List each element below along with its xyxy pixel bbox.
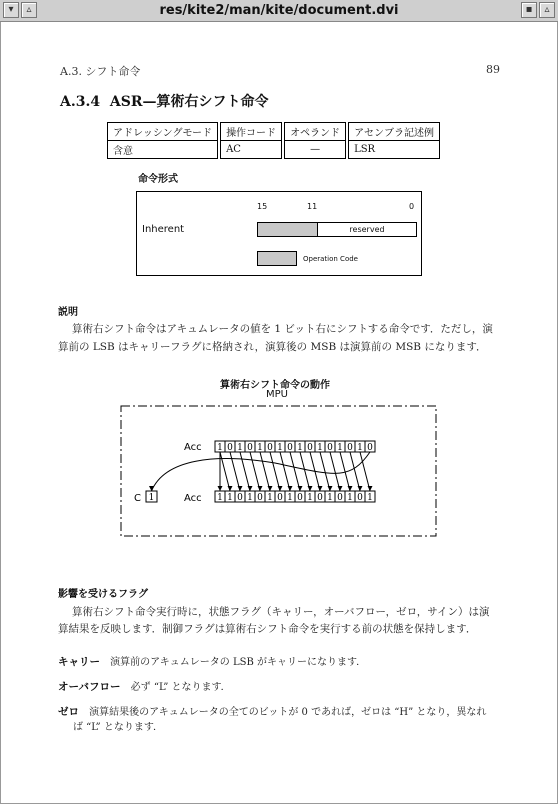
acc-after-bit-value: 0 [317, 493, 323, 503]
shift-arrows [149, 452, 373, 491]
acc-after-bit-value: 1 [307, 493, 313, 503]
flag-item-zero [58, 700, 486, 719]
flag-item-carry [58, 650, 366, 669]
acc-after-register [215, 491, 375, 503]
shift-arrow [250, 452, 260, 491]
lsb-to-carry-arrow [152, 452, 371, 491]
arrowhead [248, 486, 253, 491]
bit-label-15: 15 [257, 202, 268, 211]
acc-label-after: Acc [184, 493, 202, 504]
acc-before-bit-value: 0 [267, 443, 273, 453]
arrowhead [228, 486, 233, 491]
arrowhead [358, 486, 363, 491]
flags-line-2: 算結果を反映します．制御フラグは算術右シフト命令を実行する前の状態を保持します． [58, 623, 477, 635]
table-header-cell: オペランド [284, 122, 346, 140]
section-title: ASR—算術右シフト命令 [109, 94, 269, 110]
arrowhead [348, 486, 353, 491]
explanation-heading: 説明 [58, 307, 78, 318]
maximize-button[interactable]: ▵ [539, 2, 555, 18]
carry-label: C [134, 493, 141, 504]
acc-after-bit-value: 1 [227, 493, 233, 503]
arrowhead [218, 486, 223, 491]
window-title: res/kite2/man/kite/document.dvi [159, 3, 399, 18]
acc-after-bit-value: 0 [257, 493, 263, 503]
reserved-field: reserved [317, 222, 417, 237]
acc-before-bit-value: 0 [247, 443, 253, 453]
window-shade-button[interactable]: ▵ [21, 2, 37, 18]
bit-label-0: 0 [409, 202, 415, 211]
shift-arrow [290, 452, 300, 491]
arrowhead [308, 486, 313, 491]
acc-label-before: Acc [184, 442, 202, 453]
shift-arrow [240, 452, 250, 491]
acc-after-bit-value: 0 [357, 493, 363, 503]
arrowhead [268, 486, 273, 491]
acc-after-bit-value: 1 [217, 493, 223, 503]
shift-arrow [350, 452, 360, 491]
shift-arrow [330, 452, 340, 491]
table-header-cell: アドレッシングモード [107, 122, 218, 140]
flags-line-1: 算術右シフト命令実行時に，状態フラグ（キャリー，オーバフロー，ゼロ，サイン）は演 [72, 606, 490, 618]
acc-after-bit-value: 1 [247, 493, 253, 503]
flags-heading: 影響を受けるフラグ [58, 589, 148, 600]
diagram-title: 算術右シフト命令の動作 [220, 380, 330, 391]
flag-description-continued: ば “L” となります． [73, 722, 164, 733]
flag-term: オーバフロー [58, 681, 121, 693]
arrowhead [368, 486, 373, 491]
flag-term: ゼロ [58, 706, 79, 718]
acc-after-bit-value: 1 [267, 493, 273, 503]
table-cell: — [284, 140, 346, 159]
arrowhead [318, 486, 323, 491]
acc-before-bit-value: 1 [357, 443, 363, 453]
table-cell: LSR [348, 140, 440, 159]
explanation-line-2: 算前の LSB はキャリーフラグに格納され，演算後の MSB は演算前の MSB になります． [58, 341, 487, 353]
acc-before-bit-value: 1 [337, 443, 343, 453]
acc-after-bit-value: 0 [297, 493, 303, 503]
acc-before-bit-value: 0 [227, 443, 233, 453]
acc-after-bit-value: 1 [287, 493, 293, 503]
format-heading: 命令形式 [138, 174, 178, 185]
acc-after-bit-value: 0 [277, 493, 283, 503]
acc-before-bit-value: 1 [317, 443, 323, 453]
flag-description: 必ず “L” となります． [130, 682, 231, 693]
arrowhead [338, 486, 343, 491]
acc-before-bit-value: 1 [297, 443, 303, 453]
section-number: A.3.4 [60, 94, 101, 110]
flag-description: 演算前のアキュムレータの LSB がキャリーになります． [110, 657, 367, 668]
shift-arrow [220, 452, 230, 491]
shift-arrow [280, 452, 290, 491]
acc-before-bit-value: 0 [367, 443, 373, 453]
mode-label: Inherent [142, 224, 185, 235]
window-menu-button[interactable]: ▾ [3, 2, 19, 18]
flag-description: 演算結果後のアキュムレータの全てのビットが 0 であれば，ゼロは “H” となり，異なれ [89, 707, 487, 718]
acc-before-bit-value: 0 [347, 443, 353, 453]
acc-before-bit-value: 1 [277, 443, 283, 453]
acc-after-bit-value: 1 [367, 493, 373, 503]
explanation-line-1: 算術右シフト命令はアキュムレータの値を 1 ビット右にシフトする命令です．ただし，演 [72, 323, 493, 335]
acc-before-register [215, 441, 375, 453]
diagram-subtitle: MPU [266, 389, 288, 400]
acc-before-bit-value: 1 [217, 443, 223, 453]
table-header-cell: 操作コード [220, 122, 282, 140]
flag-term: キャリー [58, 656, 100, 668]
acc-after-bit-value: 0 [337, 493, 343, 503]
iconify-button[interactable]: ▪ [521, 2, 537, 18]
bit-label-11: 11 [307, 202, 318, 211]
acc-after-bit-value: 1 [327, 493, 333, 503]
shift-arrow [260, 452, 270, 491]
flag-item-overflow [58, 675, 231, 694]
legend-label: Operation Code [303, 255, 358, 263]
acc-before-bit-value: 0 [327, 443, 333, 453]
table-cell: 含意 [107, 140, 218, 159]
shift-arrow [230, 452, 240, 491]
table-header-cell: アセンブラ記述例 [348, 122, 440, 140]
acc-before-bit-value: 1 [237, 443, 243, 453]
shift-arrow [270, 452, 280, 491]
acc-before-bit-value: 0 [307, 443, 313, 453]
arrowhead [238, 486, 243, 491]
acc-before-bit-value: 1 [257, 443, 263, 453]
arrowhead [328, 486, 333, 491]
carry-bit: 1 [148, 493, 155, 503]
shift-arrow [320, 452, 330, 491]
arrowhead [258, 486, 263, 491]
page-number: 89 [486, 63, 500, 76]
acc-after-bit-value: 0 [237, 493, 243, 503]
acc-before-bit-value: 0 [287, 443, 293, 453]
shift-arrow [300, 452, 310, 491]
arrowhead [278, 486, 283, 491]
arrowhead [288, 486, 293, 491]
arrowhead [149, 486, 154, 491]
acc-after-bit-value: 1 [347, 493, 353, 503]
running-header-section: A.3. シフト命令 [60, 65, 141, 78]
arrowhead [298, 486, 303, 491]
table-cell: AC [220, 140, 282, 159]
